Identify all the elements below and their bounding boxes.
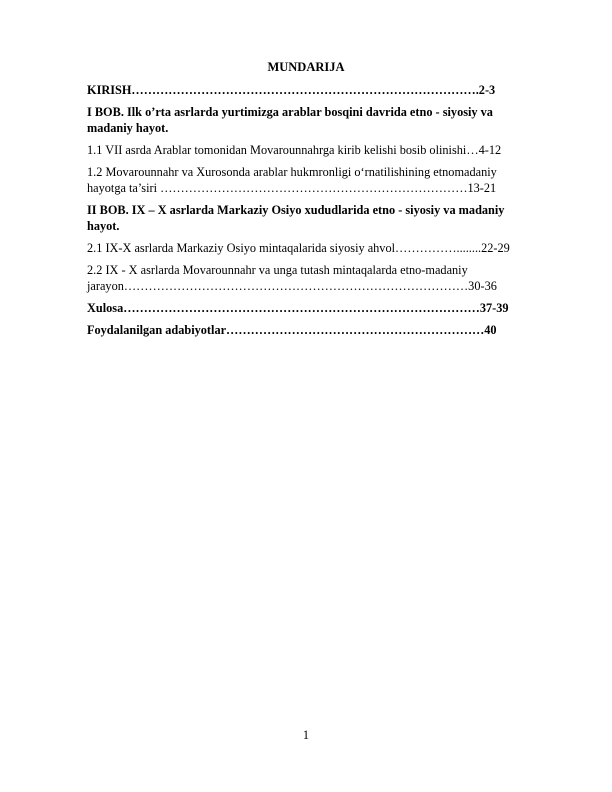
toc-entry-line: 2.1 IX-X asrlarda Markaziy Osiyo mintaqalarida siyosiy ahvol……………........22-29 [87, 241, 510, 255]
toc-entry-section-1-2 [87, 164, 569, 196]
toc-entry-xulosa [87, 300, 569, 316]
toc-entry-bibliography [87, 322, 569, 338]
toc-entry-section-1-1 [87, 142, 569, 158]
toc-entry-line: I BOB. Ilk o’rta asrlarda yurtimizga arablar bosqini davrida etno - siyosiy va [87, 105, 493, 119]
toc-entry-line: KIRISH………………………………………………………………………….2-3 [87, 83, 496, 97]
toc-heading: MUNDARIJA [267, 60, 345, 74]
toc-entry-line: hayot. [87, 219, 120, 233]
table-of-contents [87, 82, 569, 338]
toc-entry-section-2-2 [87, 262, 569, 294]
toc-entry-chapter-1 [87, 104, 569, 136]
toc-entry-line: 1.2 Movarounnahr va Xurosonda arablar hukmronligi o‘rnatilishining etnomadaniy [87, 165, 497, 179]
toc-entry-line: hayotga ta’siri …………………………………………………………………13-21 [87, 181, 497, 195]
toc-entry-line: madaniy hayot. [87, 121, 169, 135]
toc-entry-line: 1.1 VII asrda Arablar tomonidan Movarounnahrga kirib kelishi bosib olinishi…4-12 [87, 143, 502, 157]
toc-entry-section-2-1 [87, 240, 569, 256]
toc-entry-line: Xulosa……………………………………………………………………………37-39 [87, 301, 509, 315]
toc-entry-line: Foydalanilgan adabiyotlar………………………………………………………40 [87, 323, 497, 337]
toc-entry-line: jarayon…………………………………………………………………………30-36 [87, 279, 497, 293]
toc-entry-kirish [87, 82, 569, 98]
page-number: 1 [302, 728, 310, 742]
toc-entry-line: 2.2 IX - X asrlarda Movarounnahr va unga tutash mintaqalarda etno-madaniy [87, 263, 468, 277]
toc-entry-line: II BOB. IX – X asrlarda Markaziy Osiyo xududlarida etno - siyosiy va madaniy [87, 203, 505, 217]
toc-entry-chapter-2 [87, 202, 569, 234]
